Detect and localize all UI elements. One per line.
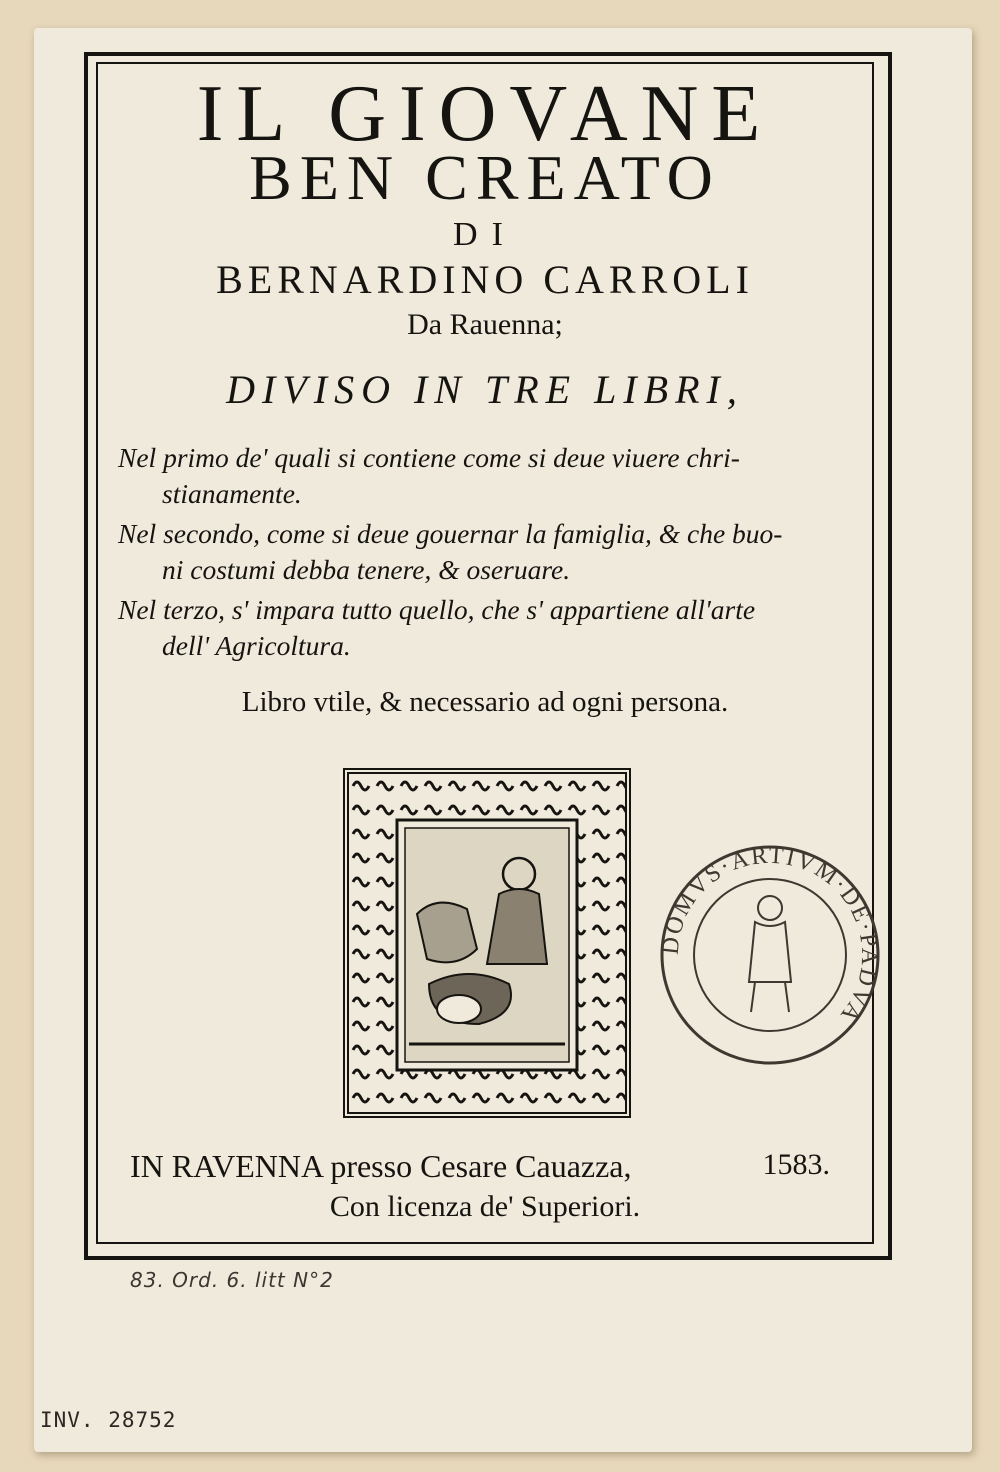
book-1-line-1: Nel primo de' quali si contiene come si deue viuere chri- [118, 442, 740, 473]
woodcut-border [343, 768, 631, 1118]
subtitle: DIVISO IN TRE LIBRI, [226, 367, 744, 412]
author-origin: Da Rauenna; [407, 308, 563, 341]
book-2-line-1: Nel secondo, come si deue gouernar la famiglia, & che buo- [118, 518, 783, 549]
author-name: BERNARDINO CARROLI [216, 257, 754, 302]
svg-text:DOMVS·ARTIVM·DE·PADVA [658, 843, 883, 1029]
book-3-line-1: Nel terzo, s' impara tutto quello, che s' appartiene all'arte [118, 594, 756, 625]
imprint-place-printer: IN RAVENNA presso Cesare Cauazza, [130, 1148, 632, 1184]
book-2-line-2: ni costumi debba tenere, & oseruare. [162, 554, 571, 585]
title-line-2: BEN CREATO [249, 142, 721, 213]
license: Con licenza de' Superiori. [329, 1190, 641, 1223]
title-di: DI [453, 216, 517, 253]
book-1-line-2: stianamente. [162, 478, 302, 509]
tagline: Libro vtile, & necessario ad ogni persona. [241, 686, 729, 718]
library-stamp [655, 840, 885, 1070]
title-line-1: IL GIOVANE [196, 70, 774, 158]
inventory-number: INV. 28752 [40, 1408, 177, 1432]
shelfmark: 83. Ord. 6. litt N°2 [130, 1268, 334, 1292]
book-3-line-2: dell' Agricoltura. [162, 630, 351, 661]
book-2 [118, 516, 858, 588]
book-1 [118, 440, 858, 512]
book-3 [118, 592, 858, 664]
imprint-year: 1583. [762, 1148, 830, 1181]
stamp-text: DOMVS·ARTIVM·DE·PADVA [657, 842, 883, 1029]
saint-figure-icon [749, 896, 791, 1012]
books-description [118, 440, 858, 668]
imprint-line [130, 1150, 830, 1182]
nativity-woodcut-icon [349, 774, 625, 1112]
